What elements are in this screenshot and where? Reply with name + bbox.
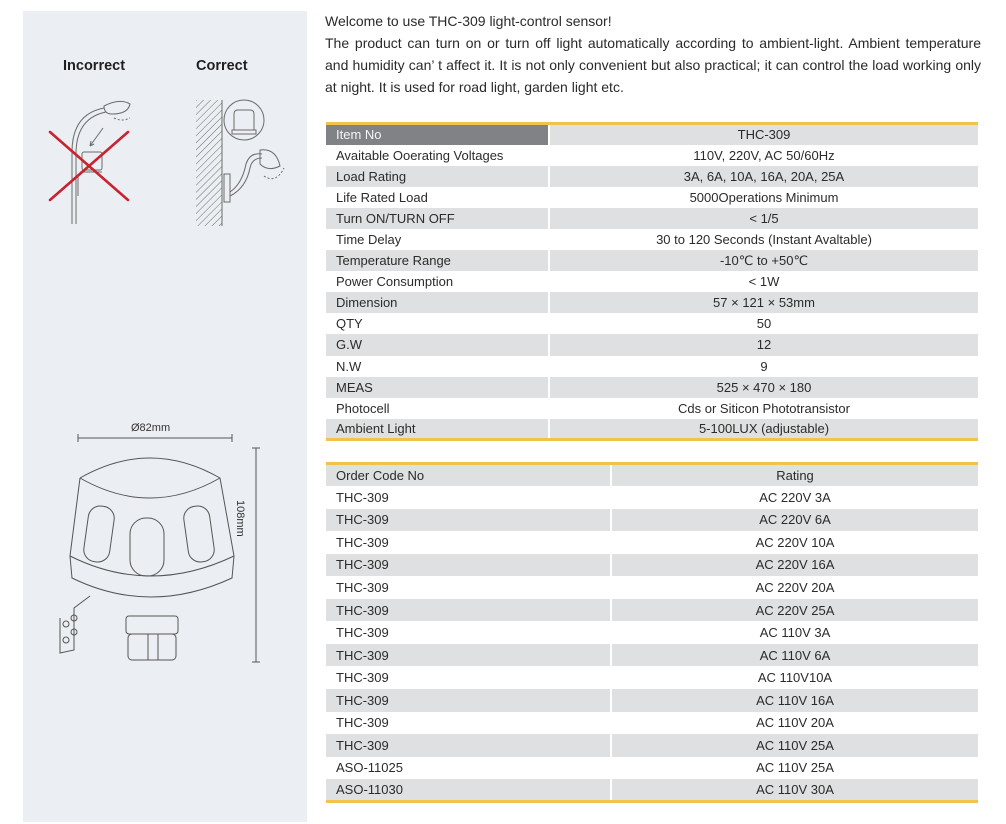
spec-value: 110V, 220V, AC 50/60Hz [549,145,978,166]
spec-key: Photocell [326,398,549,419]
spec-row [326,145,978,166]
order-code: THC-309 [326,509,611,532]
spec-row [326,229,978,250]
spec-value: Cds or Siticon Phototransistor [549,398,978,419]
spec-value: 12 [549,334,978,355]
order-rating: AC 220V 10A [611,531,978,554]
spec-row [326,292,978,313]
sensor-dimension-drawing [50,418,290,678]
spec-row [326,313,978,334]
intro-title: Welcome to use THC-309 light-control sensor! [325,13,612,29]
order-code: THC-309 [326,599,611,622]
spec-value: < 1/5 [549,208,978,229]
order-rating: AC 110V 25A [611,734,978,757]
order-rating: AC 220V 20A [611,576,978,599]
order-row [326,712,978,735]
spec-header-row [326,124,978,145]
order-rating: AC 220V 25A [611,599,978,622]
spec-row [326,334,978,355]
intro-text [325,10,981,98]
spec-row [326,208,978,229]
order-rating: AC 220V 16A [611,554,978,577]
order-code: THC-309 [326,621,611,644]
spec-row [326,166,978,187]
spec-row [326,377,978,398]
incorrect-install-illustration [42,92,152,232]
spec-key: Life Rated Load [326,187,549,208]
order-rating: AC 110V 30A [611,779,978,802]
order-code: THC-309 [326,644,611,667]
order-code: THC-309 [326,576,611,599]
order-code: THC-309 [326,689,611,712]
height-dimension-label: 108mm [234,500,246,537]
order-header-rating: Rating [611,464,978,487]
order-code: THC-309 [326,531,611,554]
spec-row [326,398,978,419]
spec-key: Time Delay [326,229,549,250]
spec-row [326,356,978,377]
spec-value: -10℃ to +50℃ [549,250,978,271]
incorrect-label: Incorrect [63,58,126,74]
order-row [326,666,978,689]
spec-key: Dimension [326,292,549,313]
order-rating: AC 110V 3A [611,621,978,644]
spec-key: Load Rating [326,166,549,187]
order-row [326,531,978,554]
order-code-table [326,462,978,803]
spec-value: 57 × 121 × 53mm [549,292,978,313]
order-rating: AC 110V 25A [611,757,978,780]
spec-key: Temperature Range [326,250,549,271]
spec-value: 3A, 6A, 10A, 16A, 20A, 25A [549,166,978,187]
spec-value: 525 × 470 × 180 [549,377,978,398]
spec-key: Avaitable Ooerating Voltages [326,145,549,166]
spec-header-value: THC-309 [549,124,978,145]
order-row [326,509,978,532]
order-row [326,554,978,577]
correct-label: Correct [196,58,248,74]
order-row [326,757,978,780]
spec-key: N.W [326,356,549,377]
order-row [326,621,978,644]
order-row [326,486,978,509]
width-dimension-label: Ø82mm [131,422,171,434]
order-code: ASO-11025 [326,757,611,780]
spec-key: Ambient Light [326,419,549,440]
spec-key: QTY [326,313,549,334]
spec-key: G.W [326,334,549,355]
order-row [326,576,978,599]
spec-header-key: Item No [326,124,549,145]
order-rating: AC 110V 16A [611,689,978,712]
order-code: THC-309 [326,554,611,577]
specification-table [326,122,978,441]
intro-paragraph: The product can turn on or turn off light automatically according to ambient-light. Ambient temperature and humidity can’ t affect it. It is not only convenient but also practical; it can control the load working only at night. It is used for road light, garden light etc. [325,35,981,95]
spec-value: 9 [549,356,978,377]
spec-value: 50 [549,313,978,334]
order-code: ASO-11030 [326,779,611,802]
order-rating: AC 220V 3A [611,486,978,509]
order-row [326,689,978,712]
spec-value: < 1W [549,271,978,292]
spec-value: 5-100LUX (adjustable) [549,419,978,440]
cross-icon [50,132,128,200]
order-code: THC-309 [326,486,611,509]
order-code: THC-309 [326,666,611,689]
spec-row [326,271,978,292]
order-code: THC-309 [326,712,611,735]
order-rating: AC 110V10A [611,666,978,689]
spec-key: MEAS [326,377,549,398]
order-rating: AC 220V 6A [611,509,978,532]
order-row [326,779,978,802]
spec-key: Turn ON/TURN OFF [326,208,549,229]
order-row [326,734,978,757]
spec-row [326,187,978,208]
order-header-code: Order Code No [326,464,611,487]
spec-key: Power Consumption [326,271,549,292]
spec-row [326,419,978,440]
order-header-row [326,464,978,487]
spec-row [326,250,978,271]
order-row [326,599,978,622]
order-code: THC-309 [326,734,611,757]
order-rating: AC 110V 20A [611,712,978,735]
order-row [326,644,978,667]
order-rating: AC 110V 6A [611,644,978,667]
spec-value: 5000Operations Minimum [549,187,978,208]
correct-install-illustration [190,92,300,232]
spec-value: 30 to 120 Seconds (Instant Avaltable) [549,229,978,250]
